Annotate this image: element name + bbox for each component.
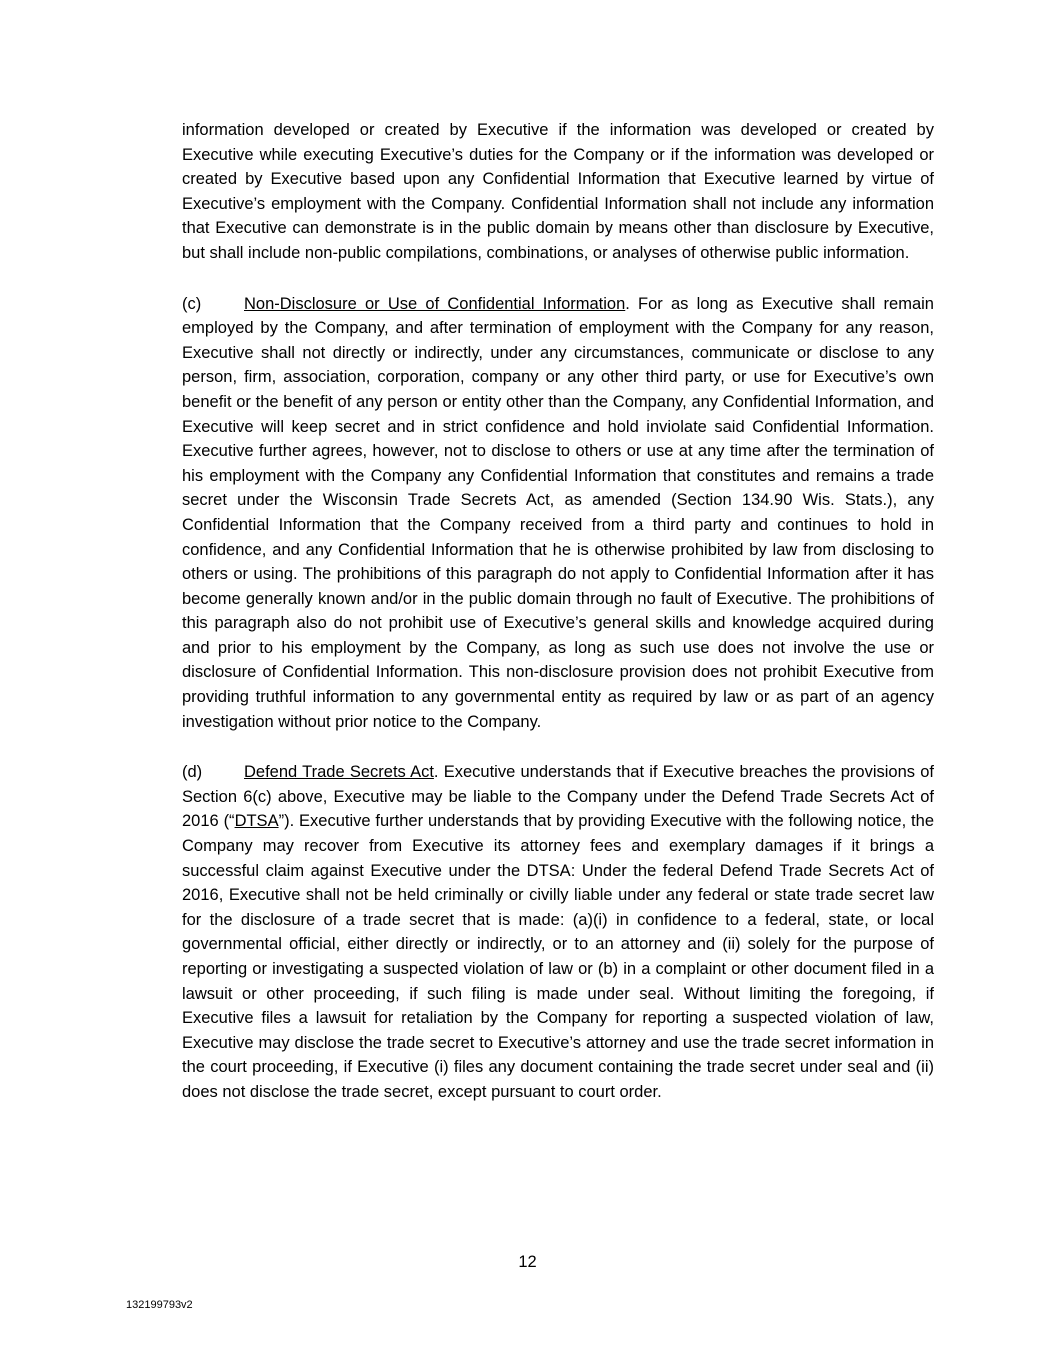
page-number: 12 — [518, 1253, 537, 1271]
paragraph-continuation: information developed or created by Executive if the information was developed or created by Executive while executing Executive’s duties for the Company or if the information was developed or created by Executive based upon any Confidential Information that Executive learned by virtue of Executive’s employment with the Company. Confidential Information shall not include any information that Executive can demonstrate is in the public domain by means other than disclosure by Executive, but shall include non-public compilations, combinations, or analyses of otherwise public information. — [182, 121, 934, 262]
paragraph-c-text: . For as long as Executive shall remain employed by the Company, and after termination of employment with the Company for any reason, Executive shall not directly or indirectly, under any circumstances, communicate or disclose to any person, firm, association, corporation, company or any other third party, or use for Executive’s own benefit or the benefit of any person or entity other than the Company, any Confidential Information, and Executive will keep secret and in strict confidence and hold inviolate said Confidential Information. Executive further agrees, however, not to disclose to others or use at any time after the termination of his employment with the Company any Confidential Information that constitutes and remains a trade secret under the Wisconsin Trade Secrets Act, as amended (Section 134.90 Wis. Stats.), any Confidential Information that the Company received from a third party and continues to hold in confidence, and any Confidential Information that he is otherwise prohibited by law from disclosing to others or using. The prohibitions of this paragraph do not apply to Confidential Information after it has become generally known and/or in the public domain through no fault of Executive. The prohibitions of this paragraph also do not prohibit use of Executive’s general skills and knowledge acquired during and prior to his employment by the Company, as long as such use does not involve the use or disclosure of Confidential Information. This non-disclosure provision does not prohibit Executive from providing truthful information to any governmental entity as required by law or as part of an agency investigation without prior notice to the Company. — [182, 294, 934, 731]
paragraph-c-label: (c) — [182, 294, 202, 313]
paragraph-d — [182, 760, 934, 1104]
paragraph-c — [182, 292, 934, 735]
paragraph-d-label: (d) — [182, 763, 203, 782]
paragraph-d-acronym: DTSA — [234, 812, 279, 831]
paragraph-d-text-part-2: ”). Executive further understands that by providing Executive with the following notice, the Company may recover from Executive its attorney fees and exemplary damages if it brings a successful claim against Executive under the DTSA: Under the federal Defend Trade Secrets Act of 2016, Executive shall not be held criminally or civilly liable under any federal or state trade secret law for the disclosure of a trade secret that is made: (a)(i) in confidence to a federal, state, or local governmental official, either directly or indirectly, or to an attorney and (ii) solely for the purpose of reporting or investigating a suspected violation of law or (b) in a complaint or other document filed in a lawsuit or other proceeding, if such filing is made under seal. Without limiting the foregoing, if Executive files a lawsuit for retaliation by the Company for reporting a suspected violation of law, Executive may disclose the trade secret to Executive’s attorney and use the trade secret information in the court proceeding, if Executive (i) files any document containing the trade secret under seal and (ii) does not disclose the trade secret, except pursuant to court order. — [182, 812, 934, 1101]
document-id-footer: 132199793v2 — [126, 1299, 193, 1311]
document-body — [182, 118, 934, 1131]
paragraph-d-text-part-1: . Executive understands that if Executive breaches the provisions of Section 6(c) above, Executive may be liable to the Company under the Defend Trade Secrets Act of 2016 (“ — [182, 763, 934, 831]
paragraph-d-heading: Defend Trade Secrets Act — [244, 763, 434, 782]
paragraph-c-heading: Non-Disclosure or Use of Confidential Information — [244, 294, 626, 313]
